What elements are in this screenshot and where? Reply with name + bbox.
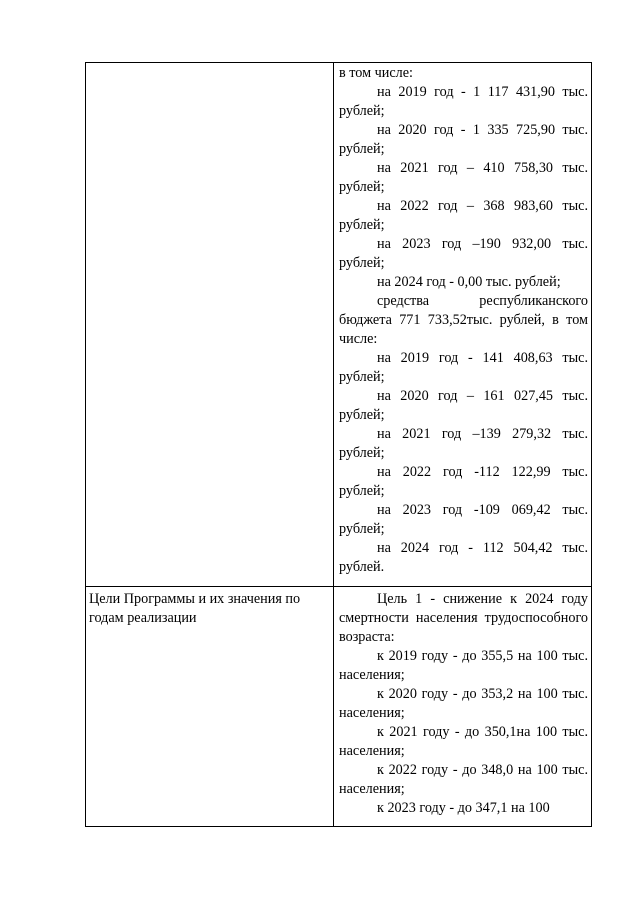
text-line: Цель 1 - снижение к 2024 году смертности населения трудоспособного возраста: <box>339 591 588 645</box>
row2-right-cell <box>334 587 592 827</box>
text-line: на 2019 год - 141 408,63 тыс. рублей; <box>339 350 588 385</box>
row2-left-cell <box>86 587 334 827</box>
text-line: на 2023 год -109 069,42 тыс. рублей; <box>339 502 588 537</box>
text-line: к 2023 году - до 347,1 на 100 <box>377 800 550 816</box>
goals-text <box>334 587 591 818</box>
table-row-funding <box>86 63 592 587</box>
text-line: средства республиканского бюджета 771 733,52тыс. рублей, в том числе: <box>339 293 588 347</box>
program-passport-table <box>85 62 592 827</box>
text-line: на 2022 год – 368 983,60 тыс. рублей; <box>339 198 588 233</box>
text-line: на 2022 год -112 122,99 тыс. рублей; <box>339 464 588 499</box>
text-line: к 2022 году - до 348,0 на 100 тыс. населения; <box>339 762 588 797</box>
text-line: на 2019 год - 1 117 431,90 тыс. рублей; <box>339 84 588 119</box>
text-line: на 2021 год –139 279,32 тыс. рублей; <box>339 426 588 461</box>
text-line: на 2024 год - 112 504,42 тыс. рублей. <box>339 540 588 575</box>
goals-label: Цели Программы и их значения по годам реализации <box>89 591 301 626</box>
text-line: на 2021 год – 410 758,30 тыс. рублей; <box>339 160 588 195</box>
text-line: на 2020 год – 161 027,45 тыс. рублей; <box>339 388 588 423</box>
funding-text <box>334 63 591 577</box>
text-line: на 2023 год –190 932,00 тыс. рублей; <box>339 236 588 271</box>
text-line: в том числе: <box>339 65 413 81</box>
text-line: на 2024 год - 0,00 тыс. рублей; <box>377 274 561 290</box>
text-line: на 2020 год - 1 335 725,90 тыс. рублей; <box>339 122 588 157</box>
text-line: к 2019 году - до 355,5 на 100 тыс. населения; <box>339 648 588 683</box>
row1-left-text <box>86 63 333 66</box>
row1-left-cell <box>86 63 334 587</box>
table-row-goals <box>86 587 592 827</box>
text-line: к 2020 году - до 353,2 на 100 тыс. населения; <box>339 686 588 721</box>
text-line: к 2021 году - до 350,1на 100 тыс. населения; <box>339 724 588 759</box>
row1-right-cell <box>334 63 592 587</box>
